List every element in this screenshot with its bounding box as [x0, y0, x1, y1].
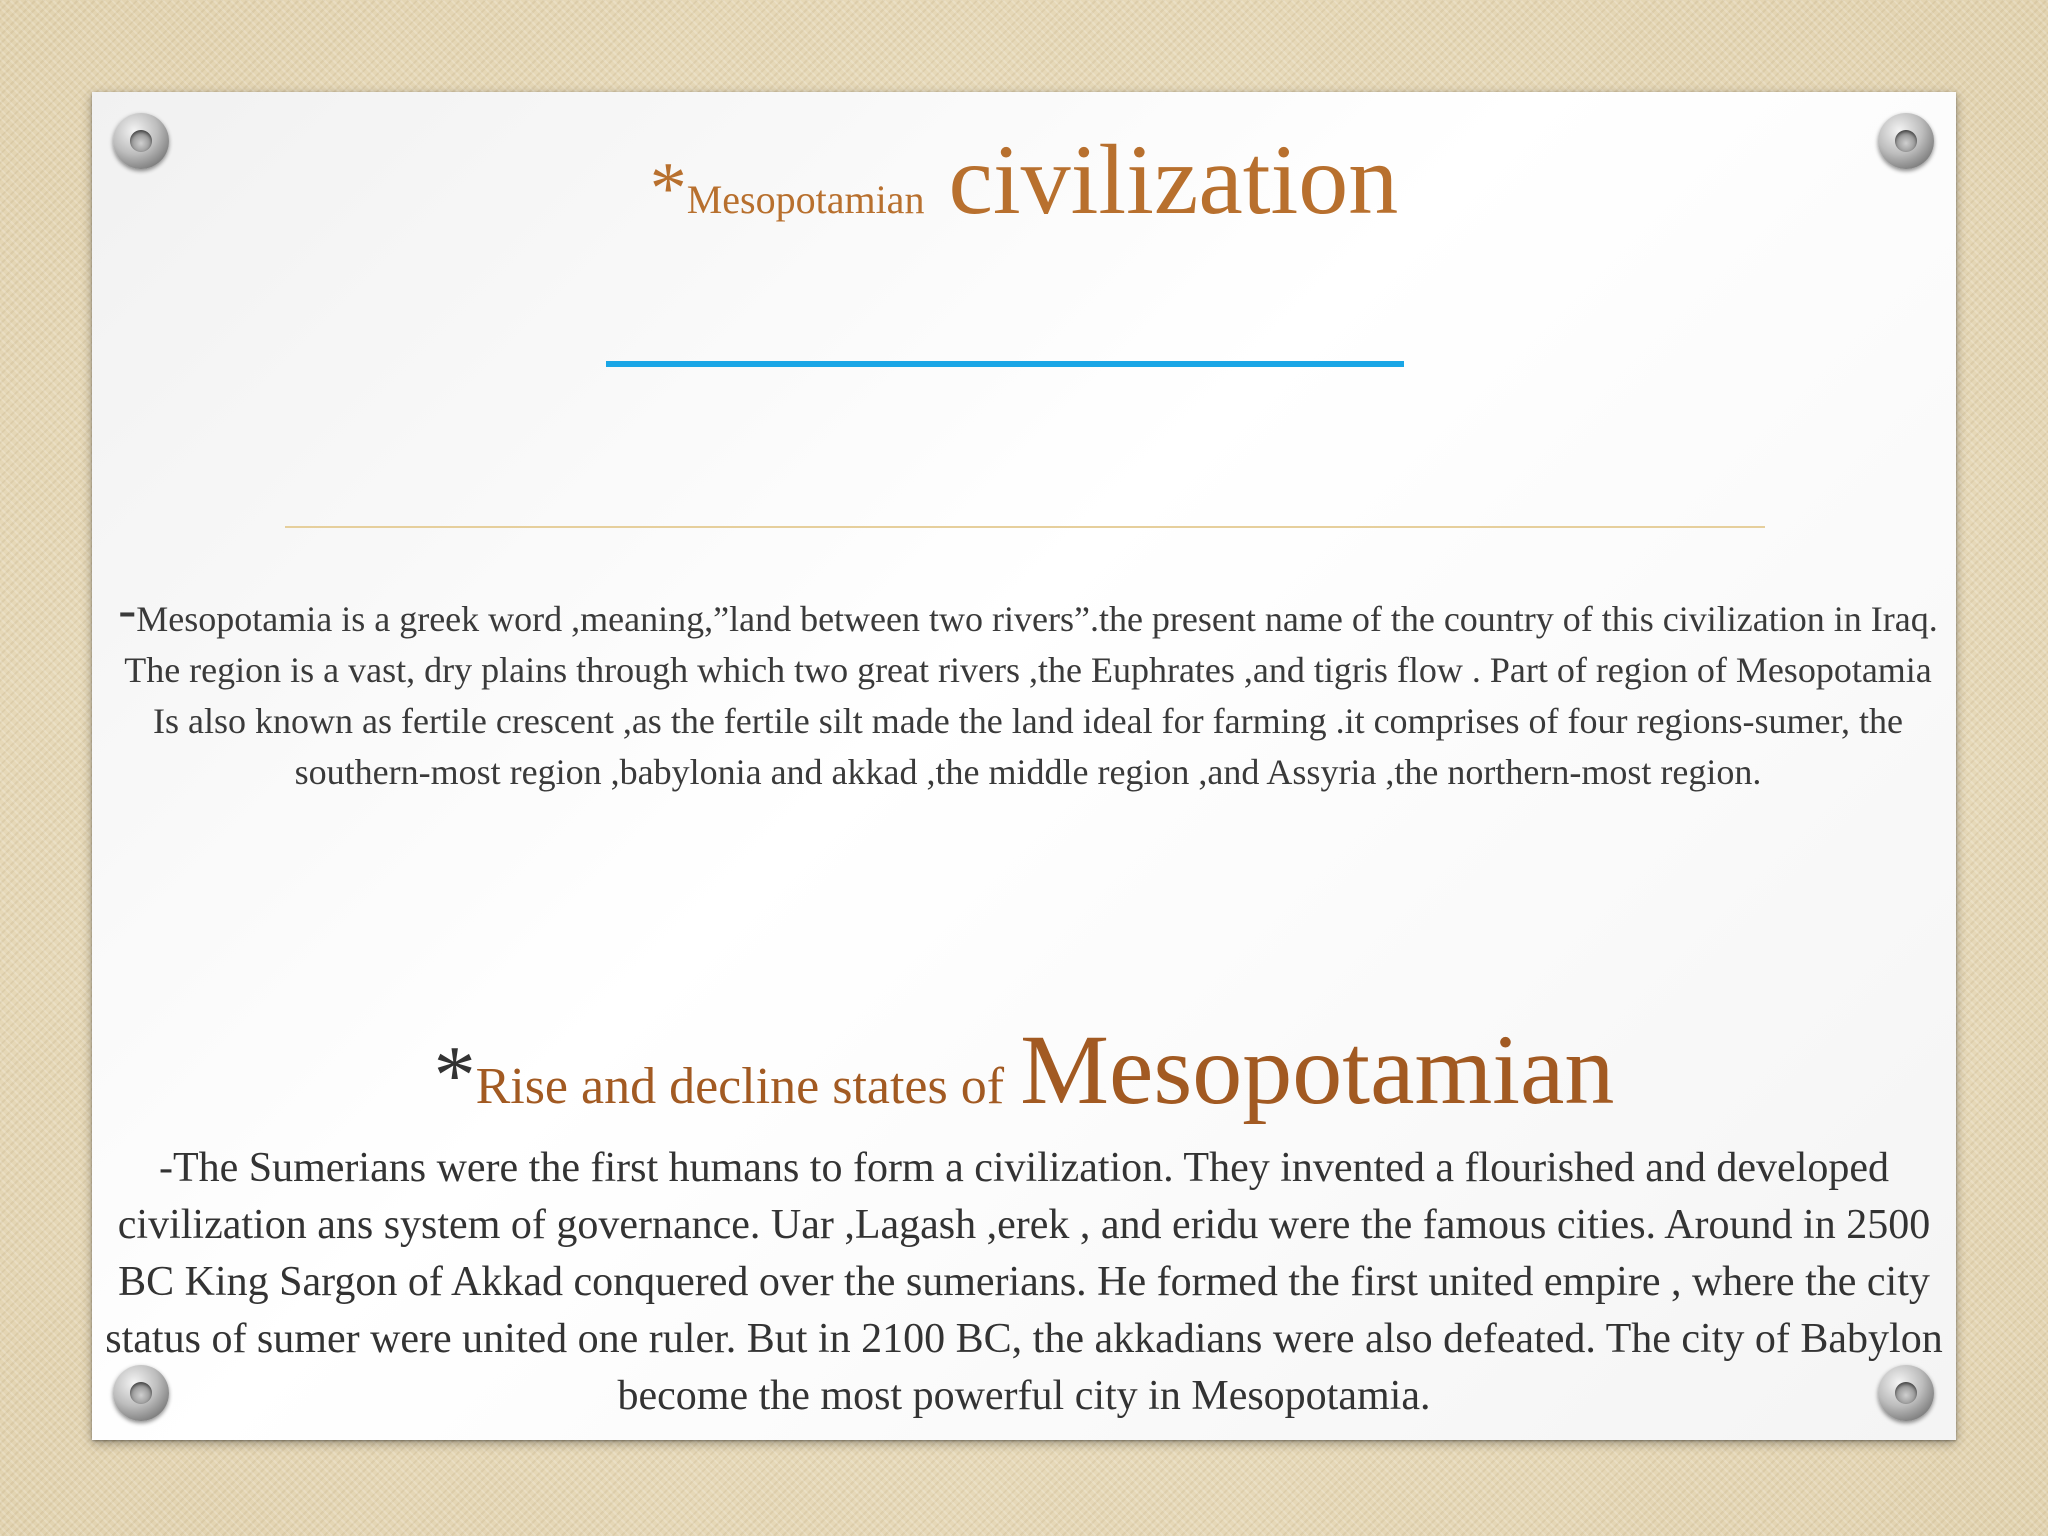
section-divider	[285, 526, 1765, 528]
heading-big-word: Mesopotamian	[1020, 1014, 1615, 1125]
intro-paragraph	[110, 579, 1946, 798]
intro-dash: -	[118, 579, 137, 639]
section-heading	[0, 1014, 2048, 1125]
heading-asterisk: *	[433, 1029, 476, 1122]
title-big-word: civilization	[948, 124, 1399, 235]
title-underline	[606, 361, 1404, 367]
intro-text: Mesopotamia is a greek word ,meaning,”land between two rivers”.the present name of the country of this civilization in Iraq. The region is a vast, dry plains through which two great rivers ,the Euphrates ,and tigris flow . Part of region of Mesopotamia Is also known as fertile crescent ,as the fertile silt made the land ideal for farming .it comprises of four regions-sumer, the southern-most region ,babylonia and akkad ,the middle region ,and Assyria ,the northern-most region.	[124, 599, 1938, 792]
history-paragraph: -The Sumerians were the first humans to form a civilization. They invented a flourished and developed civilization ans system of governance. Uar ,Lagash ,erek , and eridu were the famous cities. Around in 2500 BC King Sargon of Akkad conquered over the sumerians. He formed the first united empire , where the city status of sumer were united one ruler. But in 2100 BC, the akkadians were also defeated. The city of Babylon become the most powerful city in Mesopotamia.	[105, 1145, 1943, 1419]
slide-title	[0, 124, 2048, 235]
title-small-word: Mesopotamian	[686, 177, 925, 222]
title-asterisk: *	[649, 148, 687, 230]
heading-prefix: Rise and decline states of	[475, 1058, 1005, 1115]
